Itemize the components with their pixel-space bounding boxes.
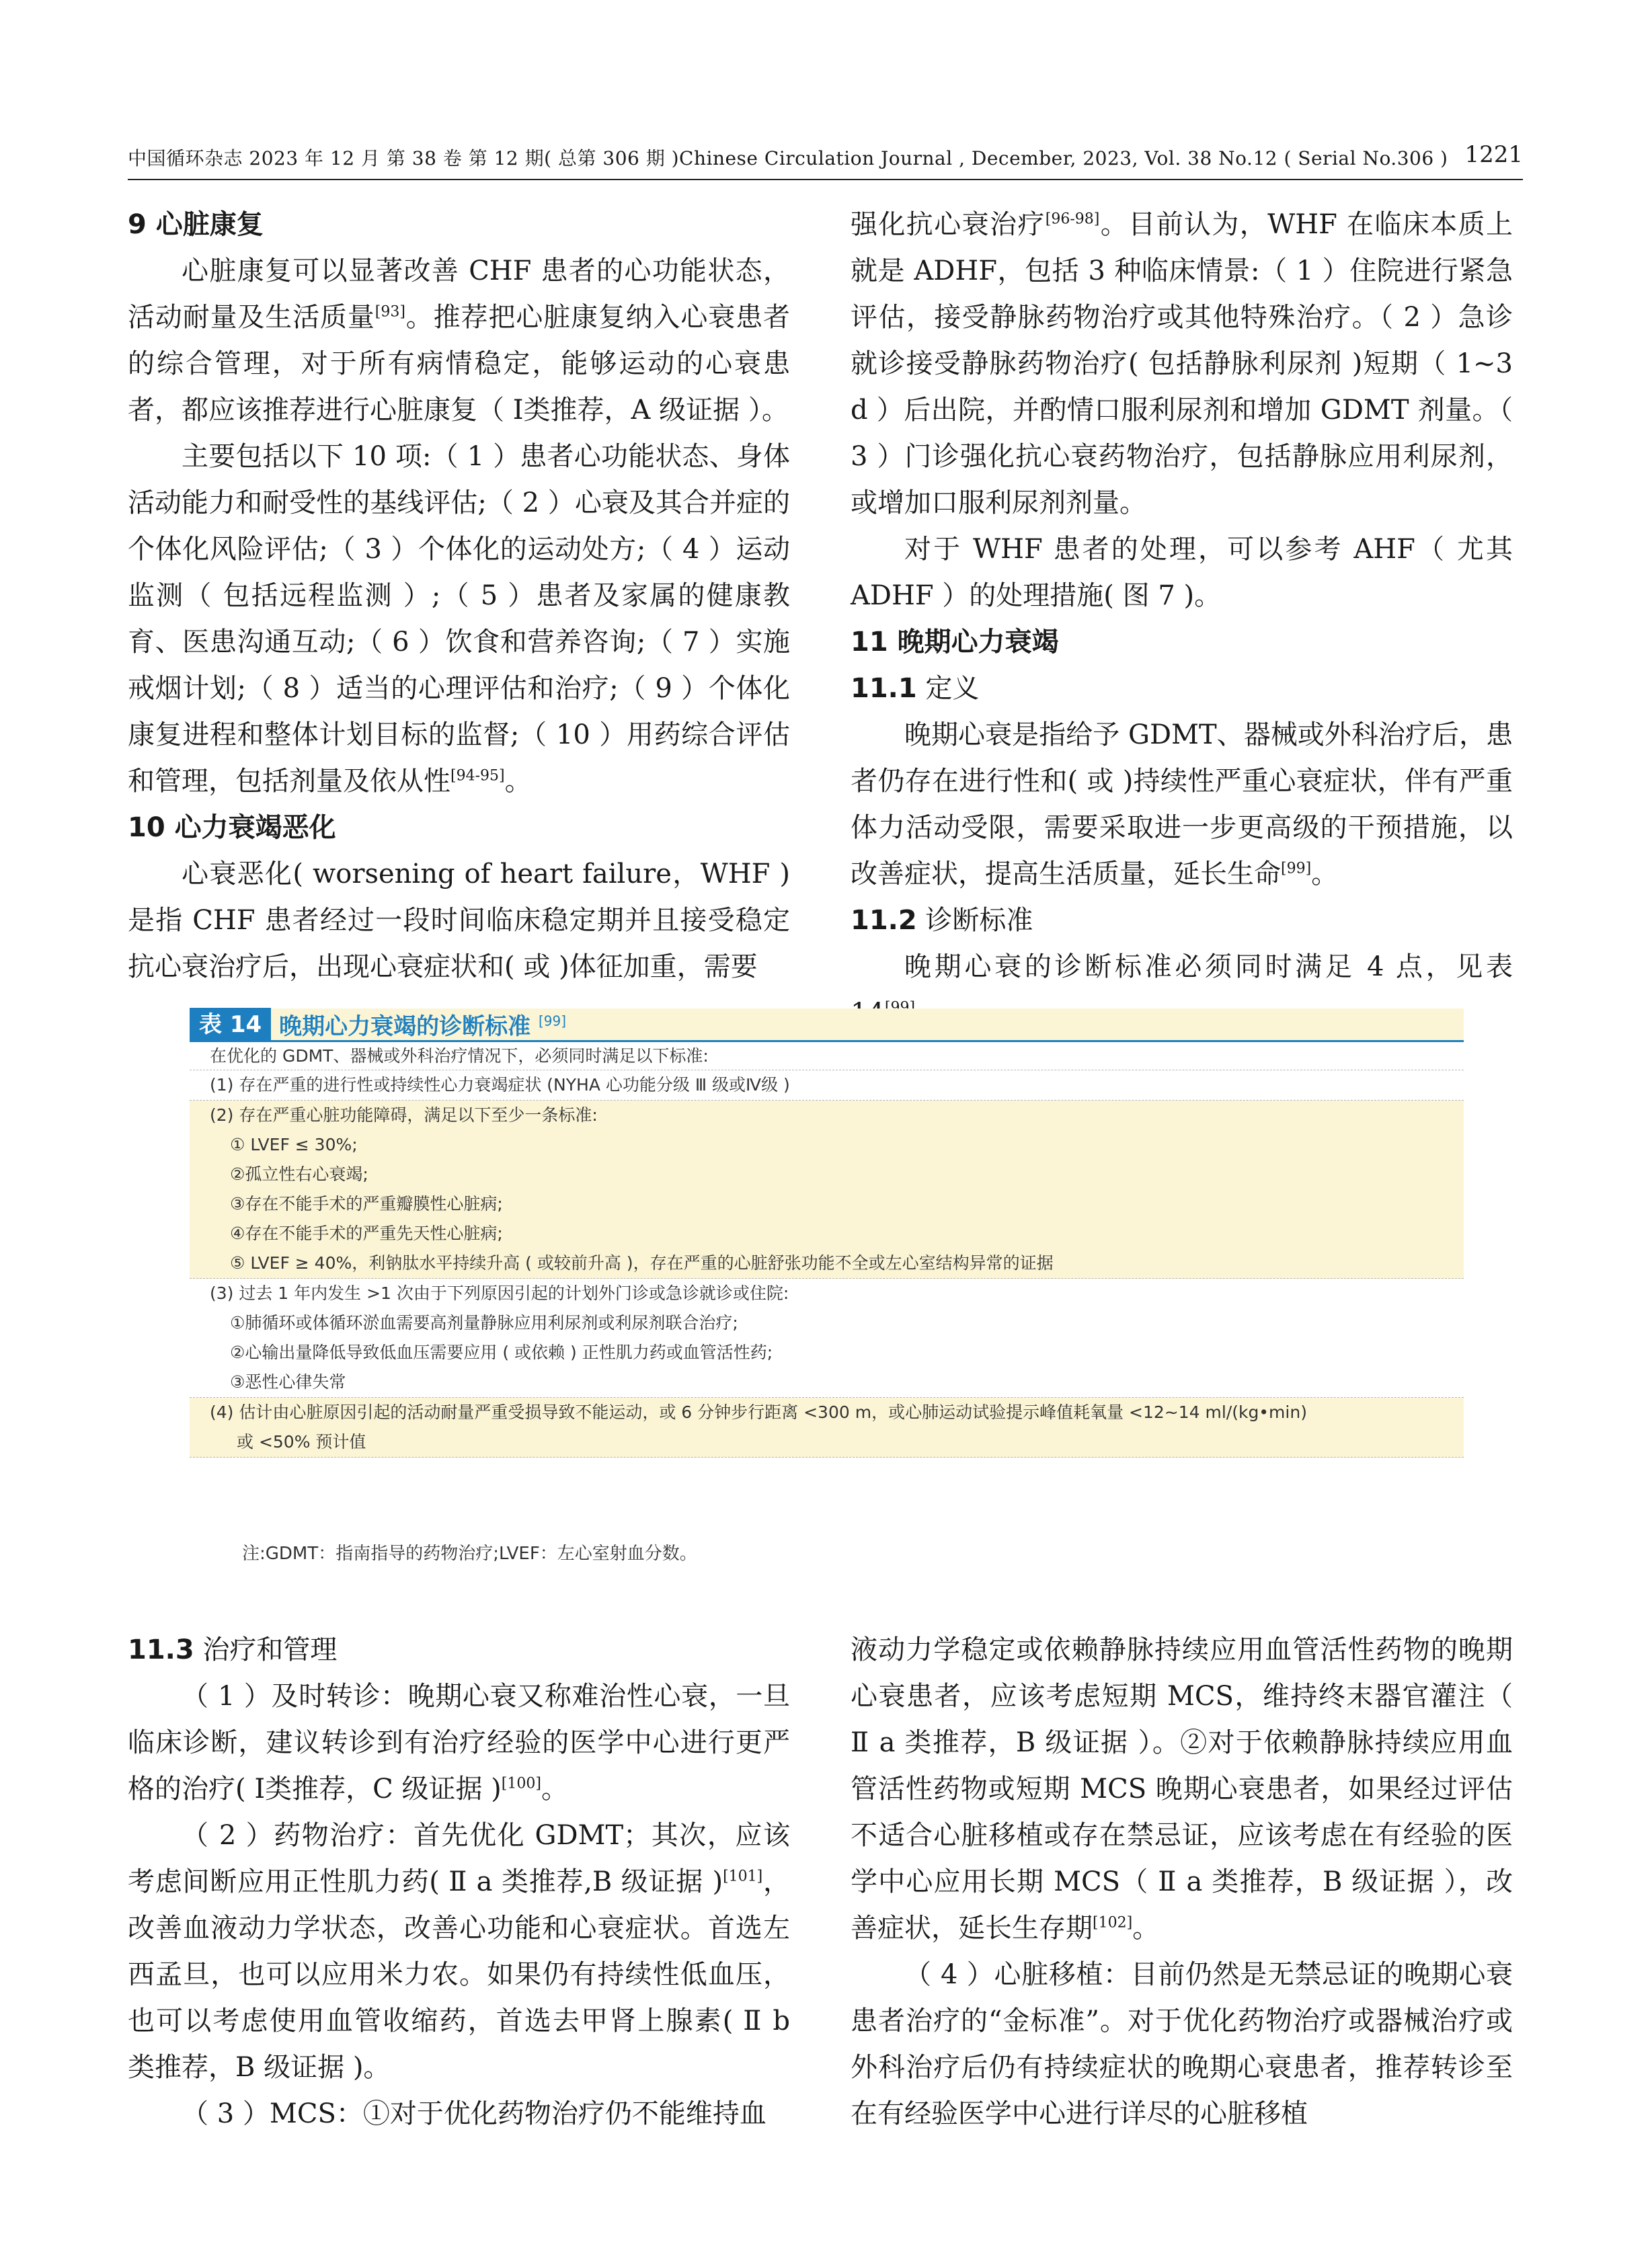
paragraph: 心衰恶化( worsening of heart failure，WHF )是指 CHF 患者经过一段时间临床稳定期并且接受稳定抗心衰治疗后，出现心衰症状和( 或 )体征加重，需要 <box>128 859 790 982</box>
criterion-4-continuation: 或 <50% 预计值 <box>237 1432 366 1452</box>
citation: [93] <box>375 303 405 321</box>
section-10-heading: 10 心力衰竭恶化 <box>128 812 336 843</box>
list-item: ③恶性心律失常 <box>230 1372 346 1392</box>
paragraph <box>851 712 1513 898</box>
criterion-4 <box>190 1398 1464 1458</box>
citation: [101] <box>723 1868 763 1885</box>
citation: [96-98] <box>1045 210 1100 228</box>
subsection-11-1-heading <box>851 666 1513 712</box>
text: 。 <box>504 766 532 797</box>
left-column-bottom <box>128 1627 790 2137</box>
list-item: ②孤立性右心衰竭; <box>230 1164 368 1184</box>
text: 。 <box>541 1774 568 1805</box>
text: 强化抗心衰治疗 <box>851 209 1046 240</box>
running-header <box>128 140 1523 180</box>
criterion-3-text: (3) 过去 1 年内发生 >1 次由于下列原因引起的计划外门诊或急诊就诊或住院: <box>210 1283 789 1303</box>
table-title-bar <box>190 1008 1464 1042</box>
list-item: ①肺循环或体循环淤血需要高剂量静脉应用利尿剂或利尿剂联合治疗; <box>230 1313 738 1333</box>
criterion-3 <box>190 1279 1464 1398</box>
journal-citation: 中国循环杂志 2023 年 12 月 第 38 卷 第 12 期( 总第 306 期 )Chinese Circulation Journal , December, 2023, Vol. 38 No.12 ( Serial No.306 ) <box>128 147 1448 169</box>
table-number-badge: 表 14 <box>190 1008 271 1041</box>
table-14 <box>190 1008 1464 1458</box>
list-item: ②心输出量降低导致低血压需要应用 ( 或依赖 ) 正性肌力药或血管活性药; <box>230 1343 773 1362</box>
section-11-heading: 11 晚期心力衰竭 <box>851 627 1059 658</box>
table-intro: 在优化的 GDMT、器械或外科治疗情况下，必须同时满足以下标准: <box>190 1042 1464 1070</box>
paragraph <box>128 1813 790 2091</box>
text: 。推荐把心脏康复纳入心衰患者的综合管理，对于所有病情稳定，能够运动的心衰患者，都应该推荐进行心脏康复（ Ⅰ类推荐，A 级证据 ）。 <box>128 302 791 426</box>
paragraph <box>128 1673 790 1813</box>
section-9-heading: 9 心脏康复 <box>128 209 264 240</box>
text: （ 1 ）及时转诊：晚期心衰又称难治性心衰，一旦临床诊断，建议转诊到有治疗经验的医学中心进行更严格的治疗( Ⅰ类推荐，C 级证据 ) <box>128 1681 790 1805</box>
text: 心脏康复可以显著改善 CHF 患者的心功能状态，活动耐量及生活质量 <box>128 255 790 333</box>
right-column-top <box>851 202 1513 1037</box>
text: 晚期心衰是指给予 GDMT、器械或外科治疗后，患者仍存在进行性和( 或 )持续性严重心衰症状，伴有严重体力活动受限，需要采取进一步更高级的干预措施，以改善症状，提高生活质量，延长生命 <box>851 719 1513 889</box>
page-number: 1221 <box>1464 141 1523 168</box>
paragraph: 对于 WHF 患者的处理，可以参考 AHF（ 尤其 ADHF ）的处理措施( 图 7 )。 <box>851 534 1513 611</box>
criterion-2 <box>190 1101 1464 1279</box>
paragraph <box>851 202 1513 526</box>
subsection-number: 11.2 <box>851 905 917 936</box>
subsection-number: 11.1 <box>851 673 917 704</box>
subsection-title: 诊断标准 <box>925 905 1033 936</box>
list-item: ③存在不能手术的严重瓣膜性心脏病; <box>230 1194 503 1214</box>
right-column-bottom <box>851 1627 1513 2137</box>
text: 主要包括以下 10 项:（ 1 ）患者心功能状态、身体活动能力和耐受性的基线评估;（ 2 ）心衰及其合并症的个体化风险评估;（ 3 ）个体化的运动处方;（ 4 ）运动监测（ 包括远程监测 ）;（ 5 ）患者及家属的健康教育、医患沟通互动;（ 6 ）饮食和营养咨询;（ 7 ）实施戒烟计划;（ 8 ）适当的心理评估和治疗;（ 9 ）个体化康复进程和整体计划目标的监督;（ 10 ）用药综合评估和管理，包括剂量及依从性 <box>128 441 790 797</box>
citation: [99] <box>539 1013 567 1029</box>
citation: [94-95] <box>450 767 505 785</box>
citation: [102] <box>1093 1914 1133 1932</box>
list-item: ④存在不能手术的严重先天性心脏病; <box>230 1224 503 1243</box>
paragraph: （ 3 ）MCS：①对于优化药物治疗仍不能维持血 <box>182 2098 766 2129</box>
paragraph: （ 4 ）心脏移植：目前仍然是无禁忌证的晚期心衰患者治疗的“金标准”。对于优化药物治疗或器械治疗或外科治疗后仍有持续症状的晚期心衰患者，推荐转诊至在有经验医学中心进行详尽的心脏移植 <box>851 1959 1513 2129</box>
paragraph <box>128 248 790 434</box>
list-item: ① LVEF ≤ 30%; <box>230 1135 358 1154</box>
paragraph <box>128 434 790 805</box>
text: 晚期心衰的诊断标准必须同时满足 4 点，见表 <box>904 951 1513 982</box>
subsection-11-2-heading <box>851 898 1513 944</box>
text: 。 <box>1311 859 1339 889</box>
paragraph <box>851 1627 1513 1952</box>
table-footnote: 注:GDMT：指南指导的药物治疗;LVEF：左心室射血分数。 <box>242 1544 697 1564</box>
table-title <box>279 1008 566 1041</box>
subsection-title: 定义 <box>925 673 980 704</box>
text: 。 <box>1132 1913 1160 1944</box>
criterion-4-text: (4) 估计由心脏原因引起的活动耐量严重受损导致不能运动，或 6 分钟步行距离 <300 m，或心肺运动试验提示峰值耗氧量 <12~14 ml/(kg•min) <box>210 1402 1307 1422</box>
text: ，改善血液动力学状态，改善心功能和心衰症状。首选左西孟旦，也可以应用米力农。如果仍有持续性低血压，也可以考虑使用血管收缩药，首选去甲肾上腺素( Ⅱ b 类推荐，B 级证据 )。 <box>128 1866 790 2083</box>
subsection-title: 治疗和管理 <box>202 1634 338 1665</box>
citation: [100] <box>501 1775 541 1792</box>
citation: [99] <box>1281 860 1312 877</box>
text: 。目前认为，WHF 在临床本质上就是 ADHF，包括 3 种临床情景:（ 1 ）住院进行紧急评估，接受静脉药物治疗或其他特殊治疗。（ 2 ）急诊就诊接受静脉药物治疗( 包括静脉利尿剂 )短期（ 1~3 d ）后出院，并酌情口服利尿剂和增加 GDMT 剂量。（ 3 ）门诊强化抗心衰药物治疗，包括静脉应用利尿剂，或增加口服利尿剂剂量。 <box>851 209 1513 518</box>
subsection-number: 11.3 <box>128 1634 194 1665</box>
criterion-1: (1) 存在严重的进行性或持续性心力衰竭症状 (NYHA 心功能分级 Ⅲ 级或Ⅳ级 ) <box>190 1070 1464 1101</box>
criterion-2-text: (2) 存在严重心脏功能障碍，满足以下至少一条标准: <box>210 1105 598 1125</box>
left-column-top <box>128 202 790 990</box>
subsection-11-3-heading <box>128 1627 790 1673</box>
table-title-text: 晚期心力衰竭的诊断标准 <box>279 1013 531 1040</box>
list-item: ⑤ LVEF ≥ 40%，利钠肽水平持续升高 ( 或较前升高 )，存在严重的心脏舒张功能不全或左心室结构异常的证据 <box>230 1253 1054 1273</box>
text: 液动力学稳定或依赖静脉持续应用血管活性药物的晚期心衰患者，应该考虑短期 MCS，维持终末器官灌注（ Ⅱ a 类推荐，B 级证据 ）。②对于依赖静脉持续应用血管活性药物或短期 MCS 晚期心衰患者，如果经过评估不适合心脏移植或存在禁忌证，应该考虑在有经验的医学中心应用长期 MCS（ Ⅱ a 类推荐，B 级证据 ），改善症状，延长生存期 <box>851 1634 1513 1944</box>
text: （ 2 ）药物治疗：首先优化 GDMT；其次，应该考虑间断应用正性肌力药( Ⅱ a 类推荐,B 级证据 ) <box>128 1820 790 1897</box>
